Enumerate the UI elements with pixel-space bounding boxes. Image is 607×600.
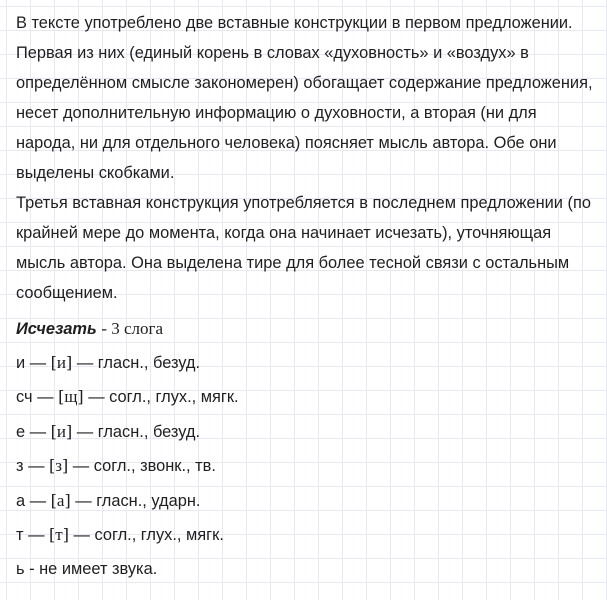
sound: щ xyxy=(64,387,78,407)
text-block xyxy=(16,8,593,308)
letter: сч xyxy=(16,388,33,407)
phonetic-row: а — [а] — гласн., ударн. xyxy=(16,490,201,510)
paragraph-1: В тексте употреблено две вставные конструкции в первом предложении. Первая из них (единый корень в словах «духовность» и «воздух» в определённом смысле закономерен) обогащает содержание предложения, несет дополнительную информацию о духовности, а вторая (ни для народа, ни для отдельного человека) поясняет мысль автора. Обе они выделены скобками. xyxy=(16,14,593,182)
phonetic-row: т — [т] — согл., глух., мягк. xyxy=(16,524,224,544)
sound-description: согл., глух., мягк. xyxy=(109,388,239,407)
phonetic-row: и — [и] — гласн., безуд. xyxy=(16,353,201,372)
letter: е xyxy=(16,422,26,441)
phonetic-row: е — [и] — гласн., безуд. xyxy=(16,421,201,441)
phonetic-row: з — [з] — согл., звонк., тв. xyxy=(16,456,216,476)
letter: и xyxy=(16,354,26,372)
sound: а xyxy=(56,490,65,510)
phonetic-row: сч — [щ] — согл., глух., мягк. xyxy=(16,387,239,407)
sound-description: гласн., безуд. xyxy=(97,422,201,441)
syllable-count: - 3 слога xyxy=(101,319,164,338)
word-heading xyxy=(16,314,593,344)
sound-description: согл., звонк., тв. xyxy=(93,457,216,476)
letter: а xyxy=(16,491,26,510)
sound-description: согл., глух., мягк. xyxy=(94,525,224,544)
sound: з xyxy=(55,456,62,476)
paragraph-2: Третья вставная конструкция употребляется в последнем предложении (по крайней мере до момента, когда она начинает исчезать), уточняющая мысль автора. Она выделена тире для более тесной связи с остальным сообщением. xyxy=(16,194,591,302)
letter: т xyxy=(16,525,24,544)
sound: и xyxy=(56,353,67,372)
letter: з xyxy=(16,457,24,476)
sound-description: гласн., ударн. xyxy=(96,491,201,510)
sound: и xyxy=(56,421,66,441)
sound-description: гласн., безуд. xyxy=(97,354,201,372)
soft-sign-note: ь - не имеет звука. xyxy=(16,560,158,579)
analysed-word: Исчезать xyxy=(16,320,97,338)
sound: т xyxy=(55,524,63,544)
phonetic-analysis xyxy=(16,348,593,589)
